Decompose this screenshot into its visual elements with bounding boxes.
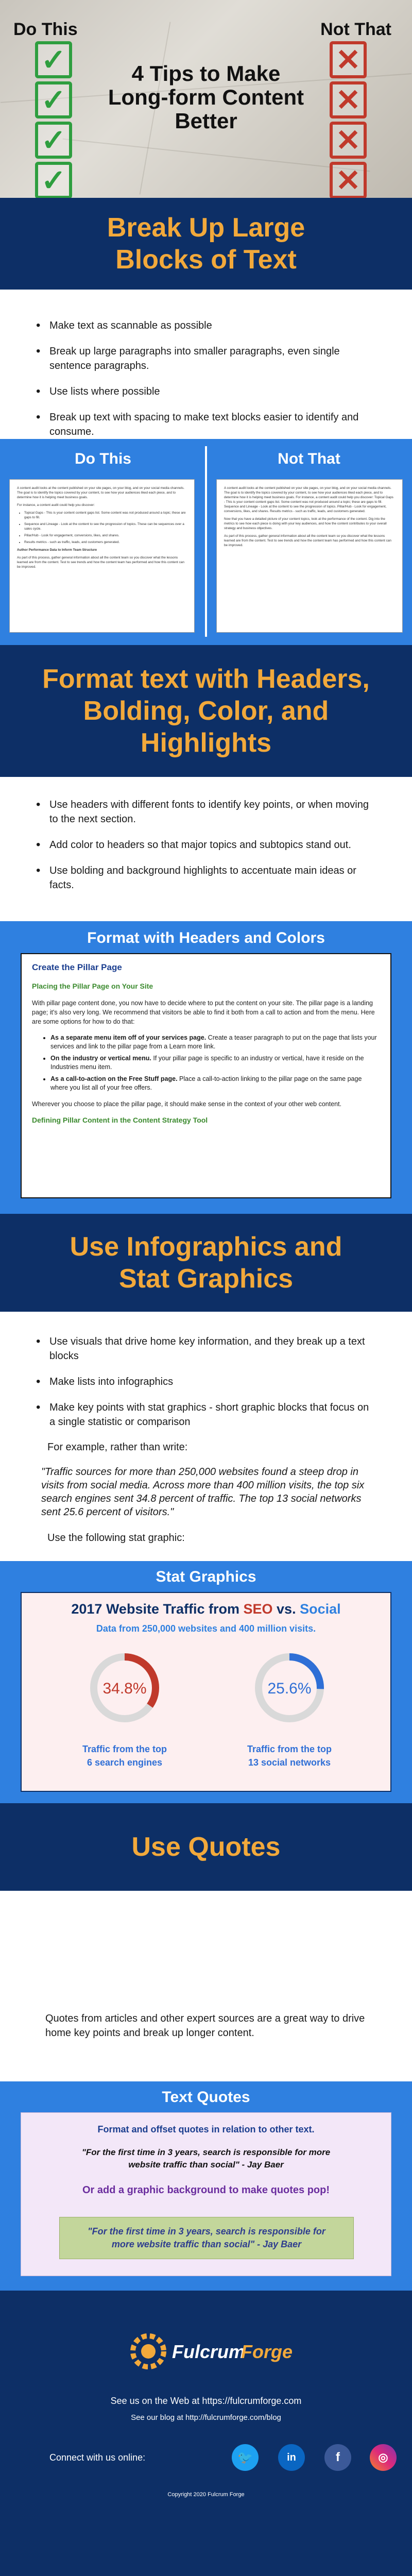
stat-subtitle: Data from 250,000 websites and 400 million visits. — [96, 1623, 316, 1634]
stat-title-prefix: 2017 Website Traffic from — [71, 1601, 244, 1617]
blog-link[interactable]: See our blog at http://fulcrumforge.com/blog — [131, 2413, 281, 2422]
list-item: • Break up text with spacing to make text blocks easier to identify and consume. — [49, 410, 371, 439]
highlighted-quote-box — [59, 2217, 354, 2259]
seo-percent-label: 34.8% — [102, 1680, 147, 1697]
doc-paragraph: As part of this process, gather general information about all the content team so you discover what the lessons learned are from the content. Test to see trends and how the content team has performed and how this content can be improved. — [224, 534, 391, 547]
doc-subheading: Author Performance Data to Inform Team Structure — [17, 548, 97, 552]
tip3-heading: Use Infographics and Stat Graphics — [70, 1232, 342, 1294]
dense-doc-sample — [216, 479, 403, 633]
doc-subtitle: Placing the Pillar Page on Your Site — [32, 982, 153, 990]
tip4-heading: Use Quotes — [131, 1832, 281, 1862]
doc-list-item-bold: As a call-to-action on the Free Stuff page. — [50, 1075, 178, 1082]
list-item: • Use visuals that drive home key information, and they break up a text blocks — [49, 1334, 371, 1363]
footer — [0, 2291, 412, 2576]
tip2-heading: Format text with Headers, Bolding, Color, and Highlights — [42, 664, 370, 758]
checkmark-icon: ✓ — [35, 41, 72, 78]
list-item: • Make text as scannable as possible — [49, 318, 371, 333]
doc-list-item-bold: On the industry or vertical menu. — [50, 1055, 151, 1062]
offset-quote: "For the first time in 3 years, search is responsible for more website traffic than social" - Jay Baer — [81, 2147, 331, 2170]
hero-banner — [0, 0, 412, 198]
cross-icon: ✕ — [330, 81, 367, 118]
tip3-heading-band — [0, 1214, 412, 1312]
not-that-heading: Not That — [278, 450, 340, 467]
list-item: • Use lists where possible — [49, 384, 371, 399]
quotes-paragraph: Quotes from articles and other expert sources are a great way to drive home key points and break up longer content. — [45, 2013, 365, 2039]
doc-list-item: • Sequence and Lineage - Look at the content to see the progression of topics. These can be sequences over a sales cycle. — [24, 522, 187, 531]
checkmark-icon: ✓ — [35, 162, 72, 198]
doc-paragraph: A content audit looks at the content published on your site pages, on your blog, and on your social media channels. The goal is to identify the topics covered by your content, to see how your audiences liked each piece, and to determine how it is helping meet business goals. — [17, 486, 185, 499]
stat-graphic-section — [0, 1561, 412, 1803]
connect-label: Connect with us online: — [49, 2452, 146, 2463]
social-caption-line: Traffic from the top — [247, 1744, 332, 1754]
do-this-heading: Do This — [75, 450, 131, 467]
compare-divider — [205, 446, 207, 637]
social-donut-chart — [248, 1647, 331, 1729]
doc-list-item-text: Create a teaser paragraph to put on the page that lists your services and link to the pillar page from a Learn more link. — [50, 1034, 377, 1050]
do-not-compare — [0, 439, 412, 645]
doc-paragraph: For instance, a content audit could help you discover: — [17, 503, 95, 507]
not-that-label: Not That — [320, 20, 391, 39]
doc-title: Create the Pillar Page — [32, 962, 122, 972]
social-caption-line: 13 social networks — [248, 1757, 331, 1768]
brand-logo — [129, 2332, 293, 2373]
facebook-icon[interactable]: f — [324, 2444, 351, 2471]
instagram-icon[interactable]: ◎ — [370, 2444, 397, 2471]
doc-list-item-bold: As a separate menu item off of your services page. — [50, 1034, 207, 1041]
format-subheading: Format with Headers and Colors — [87, 929, 325, 946]
doc-next-heading: Defining Pillar Content in the Content Strategy Tool — [32, 1116, 208, 1124]
stat-card — [21, 1592, 391, 1792]
tip2-bullets-section — [0, 777, 412, 921]
tip4-body-section — [0, 1891, 412, 2081]
doc-paragraph: With pillar page content done, you now have to decide where to put the content on your site. The pillar page is a landing page; it's also very long. We recommend that visitors be able to find it both from a call to action and from the menu. Here are some options for how to do that: — [32, 999, 375, 1025]
doc-list-item: • Pillar/Hub - Look for engagement, conversions, likes, and shares. — [24, 533, 187, 538]
stat-title-vs: vs. — [272, 1601, 300, 1617]
stat-subheading: Stat Graphics — [156, 1568, 256, 1585]
quotes-instruction: Format and offset quotes in relation to other text. — [97, 2124, 315, 2134]
doc-list-item: • Topical Gaps - This is your content content gaps list. Some content was not produced around a topic; these are gaps to fill. — [24, 511, 187, 520]
quotes-card — [21, 2112, 391, 2276]
quotes-example-section — [0, 2081, 412, 2291]
page-title: 4 Tips to Make Long-form Content Better — [108, 61, 304, 133]
brand-name-part1: Fulcrum — [172, 2341, 246, 2362]
stat-title-social: Social — [300, 1601, 341, 1617]
tip1-heading: Break Up Large Blocks of Text — [107, 213, 305, 275]
pillar-page-doc — [21, 953, 391, 1198]
tip4-heading-band — [0, 1803, 412, 1891]
quotes-subheading: Text Quotes — [162, 2089, 250, 2106]
do-this-label: Do This — [13, 20, 78, 39]
cross-icon: ✕ — [330, 162, 367, 198]
list-item: • Break up large paragraphs into smaller paragraphs, even single sentence paragraphs. — [49, 344, 371, 373]
twitter-icon[interactable]: 🐦 — [232, 2444, 259, 2471]
website-link[interactable]: See us on the Web at https://fulcrumforge.com — [110, 2396, 302, 2406]
tip3-bullets-section — [0, 1312, 412, 1561]
copyright: Copyright 2020 Fulcrum Forge — [167, 2492, 245, 2498]
scannable-doc-sample — [9, 479, 195, 633]
doc-list-item — [50, 1054, 380, 1072]
doc-paragraph: Wherever you choose to place the pillar page, it should make sense in the context of your other web content. — [32, 1100, 342, 1108]
seo-caption — [63, 1742, 186, 1769]
list-item: • Make lists into infographics — [49, 1375, 371, 1389]
example-intro: For example, rather than write: — [47, 1442, 188, 1453]
doc-paragraph: A content audit looks at the content published on your site pages, on your blog, and on your social media channels. The goal is to identify the topics covered by your content, to see how your audiences liked each piece, and to determine how it is helping meet business goals. For instance, a content audit could help you discover: Topical Gaps - This is your content content gaps list. Some content was not produced around a topic; these are gaps to fill. Sequence and Lineage - Look at the content to see the progression of topics. Pillar/Hub - Look for engagement, conversions, likes, and shares. Results metrics - such as traffic, leads, and customers generated. — [224, 486, 393, 513]
tip1-heading-band — [0, 198, 412, 290]
stat-title — [22, 1601, 390, 1617]
checkbox-column — [35, 41, 81, 198]
quotes-instruction-2: Or add a graphic background to make quotes pop! — [82, 2184, 330, 2196]
example-quote: "Traffic sources for more than 250,000 websites found a steep drop in visits from social media. Across more than 400 million visits, the top six search engines sent 34.8 percent of traffic. The top 13 social networks sent 25.6 percent of visitors." — [41, 1466, 365, 1518]
cross-icon: ✕ — [330, 41, 367, 78]
cross-column — [330, 41, 376, 198]
doc-paragraph: As part of this process, gather general information about all the content team so you discover what the lessons learned are from the content. Test to see trends and how the content team has performed and how this content can be improved. — [17, 556, 184, 569]
seo-caption-line: 6 search engines — [87, 1757, 163, 1768]
format-example-section — [0, 921, 412, 1214]
list-item: • Add color to headers so that major topics and subtopics stand out. — [49, 838, 371, 852]
doc-list-item — [50, 1075, 380, 1092]
doc-list-item — [50, 1033, 380, 1051]
stat-title-seo: SEO — [243, 1601, 273, 1617]
linkedin-icon[interactable]: in — [278, 2444, 305, 2471]
tip1-bullets-section — [0, 290, 412, 439]
brand-name-part2: Forge — [241, 2341, 293, 2362]
list-item: • Use bolding and background highlights to accentuate main ideas or facts. — [49, 863, 371, 892]
seo-donut-chart — [83, 1647, 166, 1729]
checkmark-icon: ✓ — [35, 122, 72, 159]
tip2-heading-band — [0, 645, 412, 777]
example-outro: Use the following stat graphic: — [47, 1532, 185, 1544]
doc-list-item: • Results metrics - such as traffic, leads, and customers generated. — [24, 540, 187, 545]
list-item: • Use headers with different fonts to identify key points, or when moving to the next section. — [49, 798, 371, 826]
cross-icon: ✕ — [330, 122, 367, 159]
highlighted-quote: "For the first time in 3 years, search is responsible for more website traffic than social" - Jay Baer — [88, 2226, 325, 2249]
doc-list-item-text: If your pillar page is specific to an industry or vertical, have it reside on the Industries menu item. — [50, 1055, 364, 1071]
social-percent-label: 25.6% — [267, 1680, 312, 1697]
gear-icon — [129, 2332, 168, 2371]
doc-paragraph: Now that you have a detailed picture of your content topics, look at the performance of the content. Dig into the metrics to see how each piece is doing with your key audiences, and how the content contributes to your overall strategy and business objectives. — [224, 517, 387, 530]
list-item: • Make key points with stat graphics - short graphic blocks that focus on a single statistic or comparison — [49, 1400, 371, 1429]
doc-list-item-text: Place a call-to-action linking to the pillar page on the same page where you list all of your free offers. — [50, 1075, 362, 1091]
social-caption — [228, 1742, 351, 1769]
seo-caption-line: Traffic from the top — [82, 1744, 167, 1754]
checkmark-icon: ✓ — [35, 81, 72, 118]
